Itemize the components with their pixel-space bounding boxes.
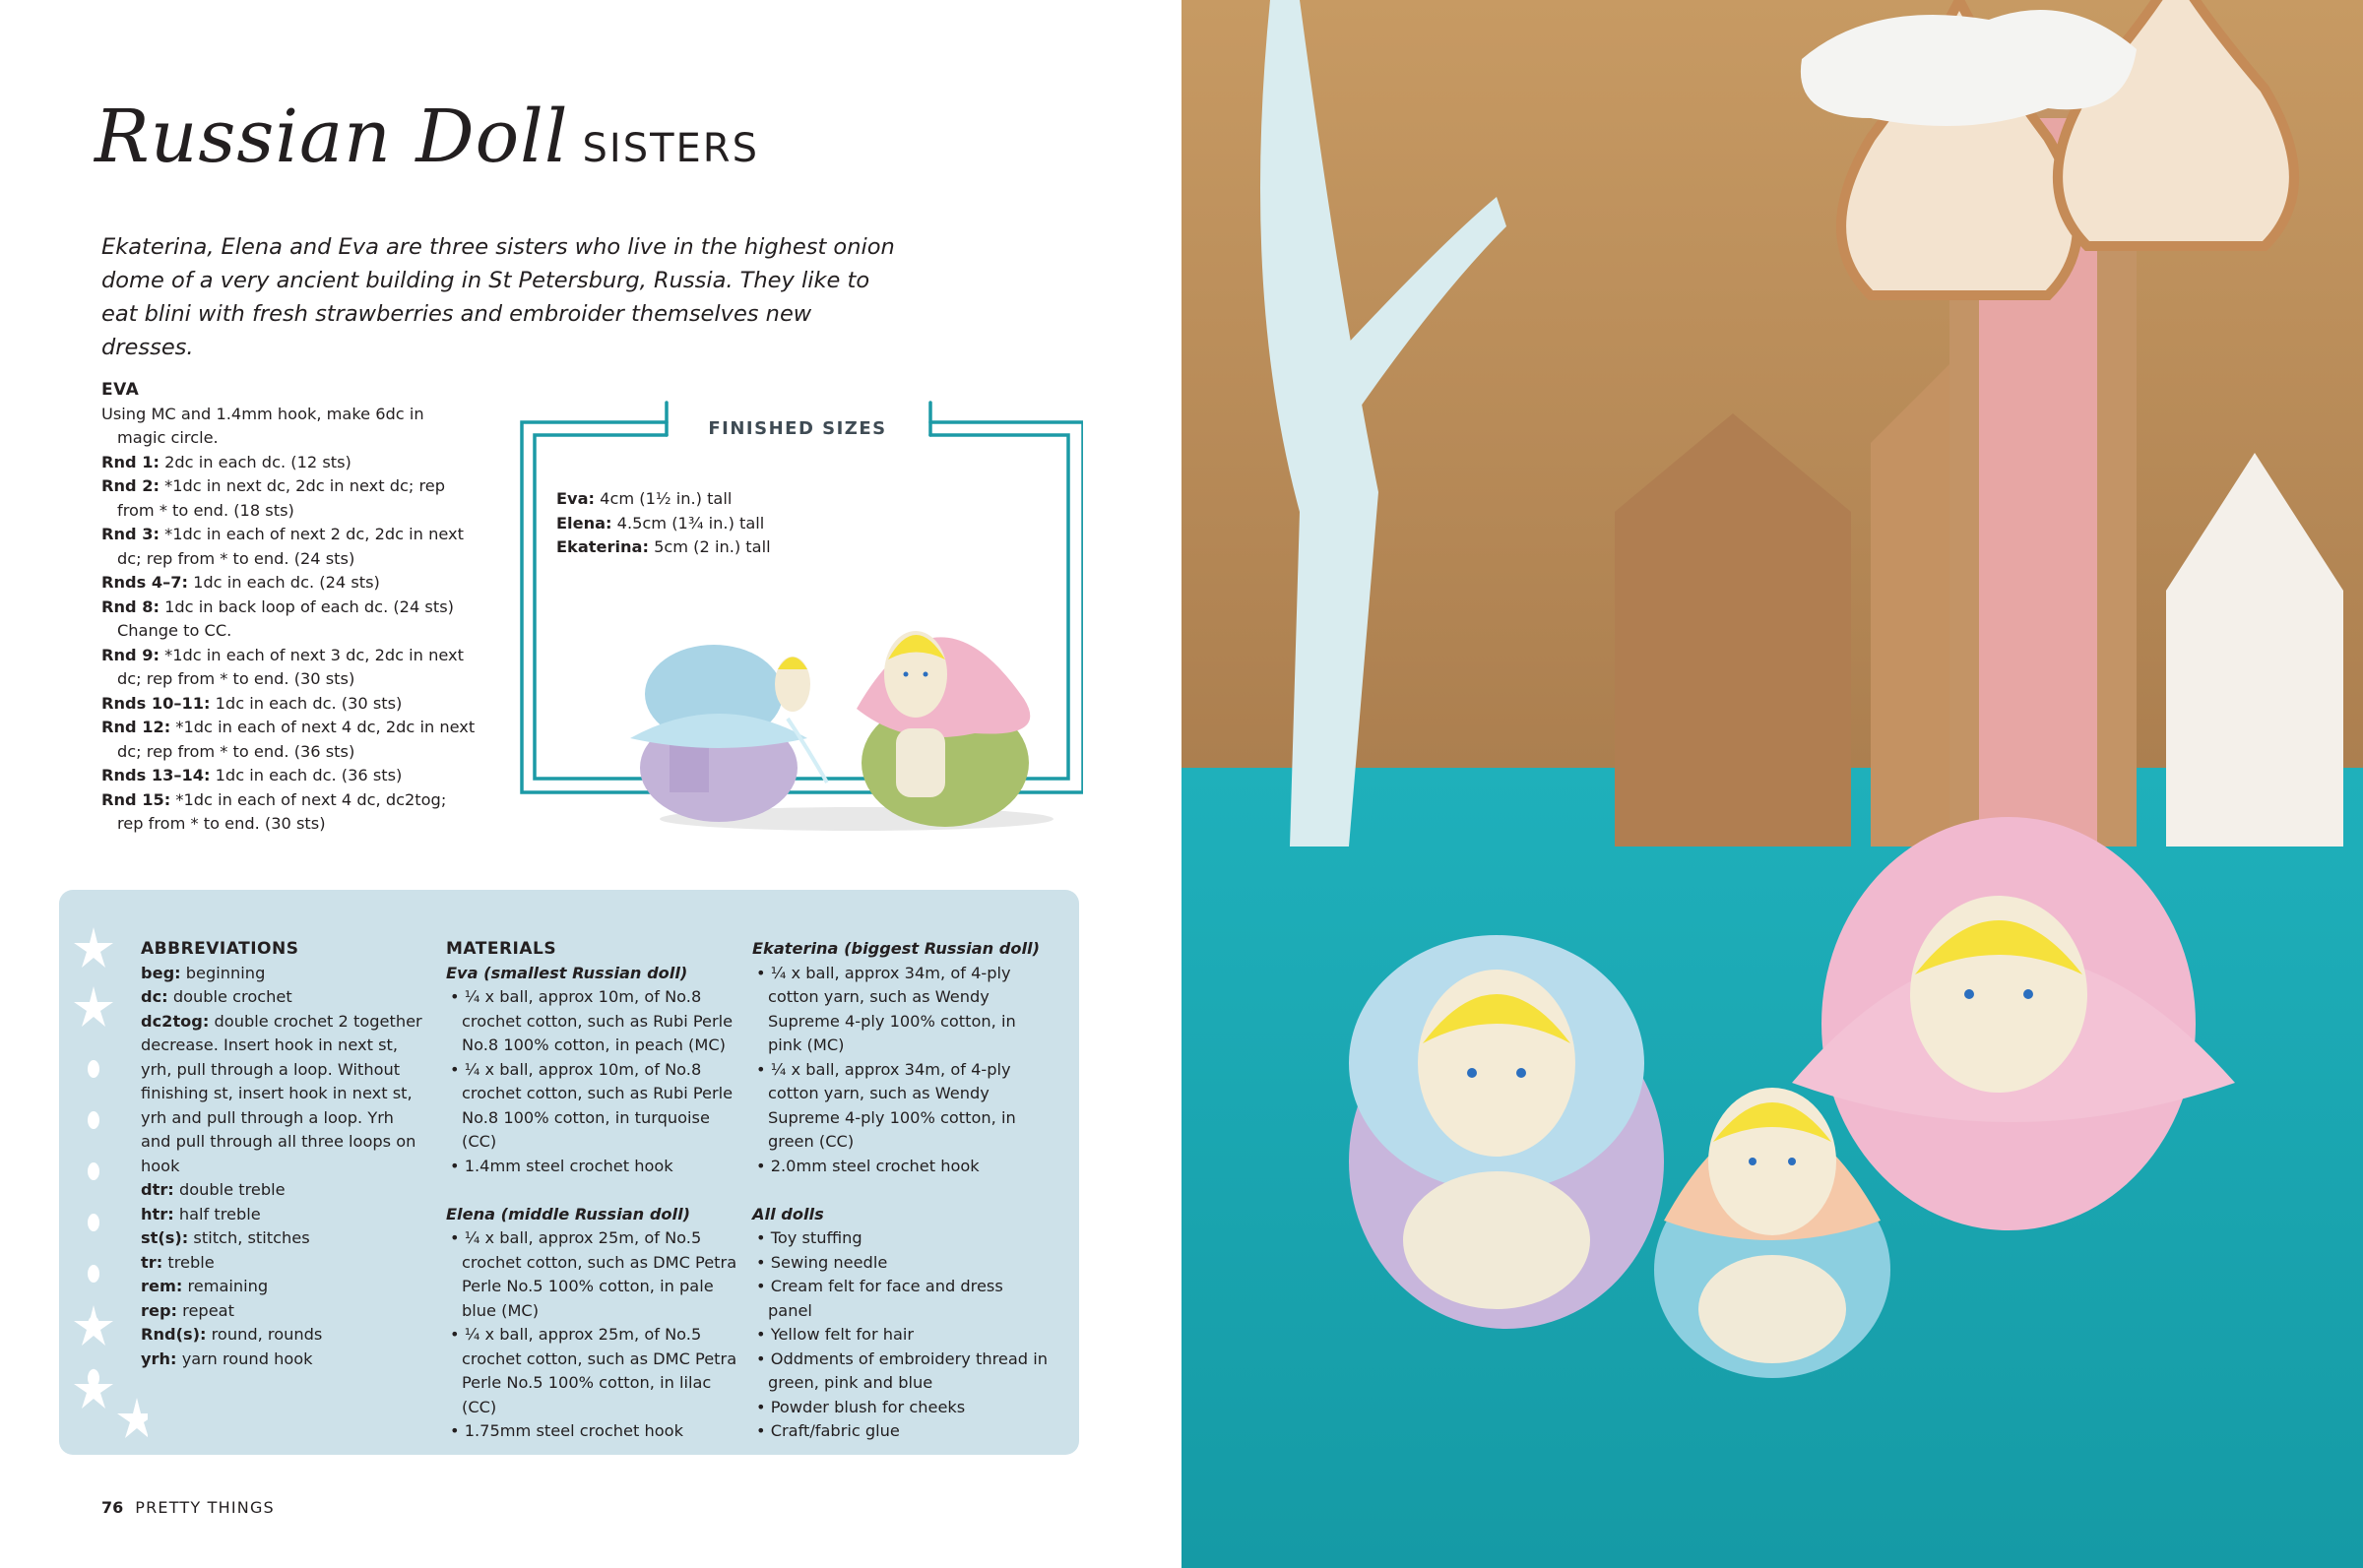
abbreviation-item: st(s): stitch, stitches	[141, 1228, 310, 1247]
dolls-photo	[1182, 0, 2363, 1568]
eva-materials-subheading: Eva (smallest Russian doll)	[446, 963, 688, 982]
material-item: • ¼ x ball, approx 10m, of No.8 crochet cotton, such as Rubi Perle No.8 100% cotton, in turquoise (CC)	[450, 1059, 734, 1151]
abbreviation-item: dc: double crochet	[141, 987, 292, 1006]
pattern-line: Rnd 2: *1dc in next dc, 2dc in next dc; rep from * to end. (18 sts)	[101, 476, 446, 520]
page-folio	[101, 1498, 275, 1517]
finished-sizes-list	[556, 487, 771, 560]
size-item: Ekaterina: 5cm (2 in.) tall	[556, 537, 771, 556]
title-caps: SISTERS	[582, 126, 759, 171]
material-item: • Oddments of embroidery thread in green, pink and blue	[756, 1348, 1048, 1392]
material-item: • ¼ x ball, approx 10m, of No.8 crochet cotton, such as Rubi Perle No.8 100% cotton, in peach (MC)	[450, 987, 734, 1054]
material-item: • Yellow felt for hair	[756, 1325, 915, 1344]
pattern-line: Rnds 13–14: 1dc in each dc. (36 sts)	[101, 766, 403, 784]
intro-paragraph: Ekaterina, Elena and Eva are three sisters who live in the highest onion dome of a very ancient building in St Petersburg, Russia. They like to eat blini with fresh strawberries and embroider themselves new dresses.	[101, 234, 895, 360]
materials-heading: MATERIALS	[446, 939, 557, 959]
abbreviation-item: Rnd(s): round, rounds	[141, 1325, 323, 1344]
section-name: PRETTY THINGS	[135, 1498, 275, 1517]
abbreviation-item: htr: half treble	[141, 1204, 261, 1223]
star-icon	[74, 927, 113, 968]
abbreviation-item: dtr: double treble	[141, 1180, 286, 1199]
left-page	[0, 0, 1181, 1568]
material-item: • Cream felt for face and dress panel	[756, 1277, 1003, 1320]
finished-sizes-title: FINISHED SIZES	[708, 418, 887, 439]
ekaterina-column	[752, 937, 1048, 1444]
pattern-line: Rnd 1: 2dc in each dc. (12 sts)	[101, 452, 351, 471]
pattern-line: Rnd 3: *1dc in each of next 2 dc, 2dc in next dc; rep from * to end. (24 sts)	[101, 525, 464, 568]
material-item: • ¼ x ball, approx 34m, of 4-ply cotton yarn, such as Wendy Supreme 4-ply 100% cotton, in green (CC)	[756, 1059, 1016, 1151]
materials-column	[446, 937, 741, 1444]
abbreviation-item: beg: beginning	[141, 963, 266, 982]
all-dolls-subheading: All dolls	[752, 1204, 824, 1223]
blue-doll-figure	[630, 645, 827, 822]
abbreviations-column	[141, 937, 426, 1371]
elena-materials-subheading: Elena (middle Russian doll)	[446, 1204, 691, 1223]
abbreviation-item: rep: repeat	[141, 1300, 234, 1320]
abbreviation-item: tr: treble	[141, 1252, 215, 1272]
material-item: • ¼ x ball, approx 34m, of 4-ply cotton yarn, such as Wendy Supreme 4-ply 100% cotton, in pink (MC)	[756, 963, 1016, 1054]
star-icon	[74, 1305, 113, 1346]
pattern-line: Using MC and 1.4mm hook, make 6dc in magic circle.	[101, 404, 424, 447]
material-item: • Powder blush for cheeks	[756, 1397, 966, 1416]
title-script: Russian Doll	[95, 94, 569, 179]
star-icon	[74, 1368, 113, 1409]
pattern-heading: EVA	[101, 380, 140, 400]
material-item: • 2.0mm steel crochet hook	[756, 1156, 980, 1175]
eva-pattern	[101, 378, 476, 837]
size-item: Elena: 4.5cm (1¾ in.) tall	[556, 513, 765, 533]
pink-doll-figure	[857, 631, 1030, 827]
abbreviation-item: rem: remaining	[141, 1277, 269, 1295]
material-item: • ¼ x ball, approx 25m, of No.5 crochet cotton, such as DMC Petra Perle No.5 100% cotton, in pale blue (MC)	[450, 1228, 737, 1320]
pattern-line: Rnds 4–7: 1dc in each dc. (24 sts)	[101, 573, 380, 592]
page-title	[95, 94, 759, 203]
material-item: • 1.75mm steel crochet hook	[450, 1421, 683, 1440]
pattern-line: Rnds 10–11: 1dc in each dc. (30 sts)	[101, 693, 403, 713]
page-number: 76	[101, 1498, 124, 1517]
ekaterina-materials-subheading: Ekaterina (biggest Russian doll)	[752, 939, 1040, 958]
material-item: • Toy stuffing	[756, 1228, 862, 1247]
abbreviation-item: yrh: yarn round hook	[141, 1348, 313, 1368]
star-icon	[74, 986, 113, 1027]
pattern-line: Rnd 12: *1dc in each of next 4 dc, 2dc in next dc; rep from * to end. (36 sts)	[101, 718, 476, 761]
material-item: • Craft/fabric glue	[756, 1421, 900, 1440]
material-item: • ¼ x ball, approx 25m, of No.5 crochet cotton, such as DMC Petra Perle No.5 100% cotton, in lilac (CC)	[450, 1325, 737, 1416]
pattern-line: Rnd 15: *1dc in each of next 4 dc, dc2tog; rep from * to end. (30 sts)	[101, 789, 447, 833]
abbreviations-heading: ABBREVIATIONS	[141, 939, 299, 959]
abbreviation-item: dc2tog: double crochet 2 together decrease. Insert hook in next st, yrh, pull through a loop. Without finishing st, insert hook in next st, yrh and pull through a loop. Yrh and pull through all three loops on hook	[141, 1011, 422, 1175]
decorative-stars	[59, 915, 148, 1447]
pattern-line: Rnd 8: 1dc in back loop of each dc. (24 sts) Change to CC.	[101, 596, 454, 640]
dolls-small-photo	[610, 591, 1122, 837]
material-item: • 1.4mm steel crochet hook	[450, 1156, 673, 1175]
material-item: • Sewing needle	[756, 1252, 888, 1272]
star-icon	[117, 1398, 148, 1438]
blue-doll-figure	[1349, 935, 1664, 1329]
size-item: Eva: 4cm (1½ in.) tall	[556, 489, 733, 508]
pattern-line: Rnd 9: *1dc in each of next 3 dc, 2dc in next dc; rep from * to end. (30 sts)	[101, 645, 464, 688]
